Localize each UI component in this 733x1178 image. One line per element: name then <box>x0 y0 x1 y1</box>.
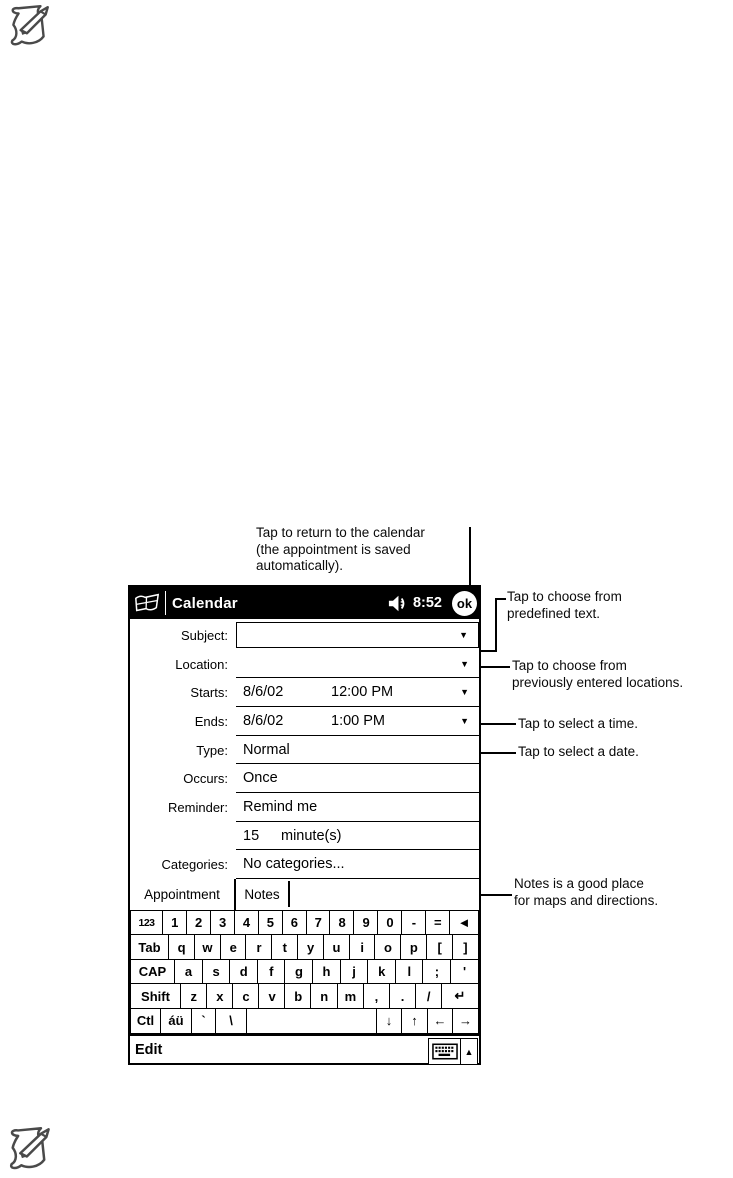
callout-notes-tip: Notes is a good place for maps and directions. <box>514 876 659 908</box>
field-row-starts <box>130 678 479 707</box>
up-triangle-icon: ▲ <box>464 1046 474 1057</box>
tab-bar <box>130 879 479 910</box>
field-value-starts[interactable] <box>236 678 479 707</box>
key-tab[interactable]: Tab <box>130 934 170 960</box>
note-pencil-icon <box>4 1122 54 1178</box>
key-[[interactable]: [ <box>426 934 453 960</box>
key-0[interactable]: 0 <box>377 910 402 936</box>
field-time-ends[interactable]: 1:00 PM <box>331 712 385 729</box>
tab-notes[interactable]: Notes <box>244 887 280 902</box>
key-1[interactable]: 1 <box>162 910 187 936</box>
field-text-occurs[interactable]: Once <box>243 770 278 787</box>
dropdown-arrow-ends[interactable]: ▼ <box>460 715 469 726</box>
title-bar <box>130 587 479 619</box>
field-value-ends[interactable] <box>236 707 479 736</box>
dropdown-arrow-location[interactable]: ▼ <box>460 658 469 669</box>
key-backspace[interactable]: ◄ <box>449 910 479 936</box>
key-f[interactable]: f <box>257 959 286 985</box>
key-u[interactable]: u <box>323 934 350 960</box>
key-enter[interactable]: ↵ <box>441 983 479 1009</box>
key-123[interactable]: 123 <box>130 910 164 936</box>
key-b[interactable]: b <box>284 983 312 1009</box>
dropdown-arrow-subject[interactable]: ▼ <box>459 630 468 641</box>
field-row-location <box>130 650 479 679</box>
key-c[interactable]: c <box>232 983 260 1009</box>
note-pencil-icon <box>4 2 54 52</box>
key-o[interactable]: o <box>374 934 401 960</box>
key-k[interactable]: k <box>367 959 396 985</box>
keyboard-row-1 <box>131 910 479 936</box>
key-,[interactable]: , <box>363 983 391 1009</box>
field-value1-reminder-amount[interactable]: 15 <box>243 827 260 844</box>
key-;[interactable]: ; <box>422 959 451 985</box>
field-row-ends <box>130 707 479 736</box>
key-y[interactable]: y <box>297 934 324 960</box>
key-7[interactable]: 7 <box>306 910 331 936</box>
input-panel-button[interactable] <box>428 1038 461 1065</box>
field-label-categories: Categories: <box>161 857 228 873</box>
menu-bar <box>130 1034 479 1063</box>
key-][interactable]: ] <box>452 934 479 960</box>
key-t[interactable]: t <box>271 934 298 960</box>
key-space[interactable] <box>246 1008 378 1034</box>
key-9[interactable]: 9 <box>353 910 378 936</box>
keyboard-row-4 <box>131 983 479 1009</box>
callout-return-to-calendar: Tap to return to the calendar (the appointment is saved automatically). <box>256 525 425 573</box>
appointment-form <box>130 619 479 879</box>
key-l[interactable]: l <box>395 959 424 985</box>
key-m[interactable]: m <box>337 983 365 1009</box>
key-4[interactable]: 4 <box>234 910 259 936</box>
key-backtick[interactable]: ` <box>191 1008 217 1034</box>
field-label-occurs: Occurs: <box>183 771 228 787</box>
field-label-starts: Starts: <box>190 685 228 701</box>
field-date-ends[interactable]: 8/6/02 <box>243 712 284 729</box>
field-value-type[interactable] <box>236 736 479 765</box>
dropdown-arrow-starts[interactable]: ▼ <box>460 687 469 698</box>
key-ctl[interactable]: Ctl <box>130 1008 162 1034</box>
field-value-reminder[interactable] <box>236 793 479 822</box>
speaker-icon[interactable] <box>388 595 408 612</box>
key-.[interactable]: . <box>389 983 417 1009</box>
field-label-ends: Ends: <box>194 713 228 729</box>
key-backslash[interactable]: \ <box>215 1008 247 1034</box>
keyboard-row-5 <box>131 1008 479 1034</box>
field-row-reminder <box>130 793 479 822</box>
field-label-subject: Subject: <box>181 627 228 643</box>
callout-line-subject-v <box>495 598 497 652</box>
callout-line-subject-h2 <box>495 598 506 600</box>
callout-predefined-text: Tap to choose from predefined text. <box>507 589 622 621</box>
field-value2-reminder-amount[interactable]: minute(s) <box>281 827 342 844</box>
field-value-location[interactable] <box>236 650 479 679</box>
field-label-type: Type: <box>196 742 228 758</box>
windows-flag-icon[interactable] <box>133 591 161 615</box>
field-text-type[interactable]: Normal <box>243 741 290 758</box>
titlebar-separator <box>165 591 166 615</box>
key-3[interactable]: 3 <box>210 910 235 936</box>
key-r[interactable]: r <box>245 934 272 960</box>
key-q[interactable]: q <box>168 934 195 960</box>
key-'[interactable]: ' <box>450 959 479 985</box>
field-row-subject <box>130 621 479 650</box>
keyboard-row-2 <box>131 934 479 960</box>
key-shift[interactable]: Shift <box>130 983 182 1009</box>
key-cap[interactable]: CAP <box>130 959 176 985</box>
key-w[interactable]: w <box>194 934 221 960</box>
field-value-reminder-amount[interactable] <box>236 822 479 851</box>
key-a[interactable]: a <box>174 959 203 985</box>
key-x[interactable]: x <box>206 983 234 1009</box>
tab-appointment[interactable]: Appointment <box>144 887 220 902</box>
key-accents[interactable]: áü <box>160 1008 192 1034</box>
key-down[interactable]: ↓ <box>376 1008 403 1034</box>
key-left[interactable]: ← <box>427 1008 454 1034</box>
field-row-reminder-amount <box>130 822 479 851</box>
key-p[interactable]: p <box>400 934 427 960</box>
field-label-reminder: Reminder: <box>168 799 228 815</box>
key-6[interactable]: 6 <box>282 910 307 936</box>
keyboard-icon <box>432 1043 458 1060</box>
input-panel-up-button[interactable] <box>461 1038 478 1065</box>
callout-previous-locations: Tap to choose from previously entered locations. <box>512 658 684 690</box>
key-h[interactable]: h <box>312 959 341 985</box>
key-d[interactable]: d <box>229 959 258 985</box>
onscreen-keyboard <box>130 910 479 1034</box>
field-text-reminder[interactable]: Remind me <box>243 798 318 815</box>
field-row-type <box>130 736 479 765</box>
field-text-categories[interactable]: No categories... <box>243 856 345 873</box>
key-g[interactable]: g <box>284 959 313 985</box>
field-time-starts[interactable]: 12:00 PM <box>331 684 394 701</box>
key-8[interactable]: 8 <box>329 910 354 936</box>
app-title: Calendar <box>172 594 238 612</box>
key-e[interactable]: e <box>220 934 247 960</box>
key-n[interactable]: n <box>310 983 338 1009</box>
pocketpc-screen <box>128 585 481 1065</box>
keyboard-row-3 <box>131 959 479 985</box>
key-j[interactable]: j <box>340 959 369 985</box>
callout-line-ok <box>469 527 471 587</box>
clock[interactable]: 8:52 <box>412 595 442 611</box>
field-value-subject[interactable] <box>236 622 479 648</box>
field-date-starts[interactable]: 8/6/02 <box>243 684 284 701</box>
callout-select-time: Tap to select a time. <box>518 716 639 731</box>
key-2[interactable]: 2 <box>186 910 211 936</box>
edit-menu[interactable]: Edit <box>135 1041 163 1058</box>
key-=[interactable]: = <box>425 910 450 936</box>
key--[interactable]: - <box>401 910 426 936</box>
callout-select-date: Tap to select a date. <box>518 744 639 759</box>
field-value-occurs[interactable] <box>236 764 479 793</box>
key-i[interactable]: i <box>349 934 376 960</box>
key-z[interactable]: z <box>180 983 208 1009</box>
tab-divider <box>288 881 290 907</box>
key-5[interactable]: 5 <box>258 910 283 936</box>
field-row-occurs <box>130 764 479 793</box>
key-v[interactable]: v <box>258 983 286 1009</box>
ok-button[interactable]: ok <box>452 591 477 616</box>
key-/[interactable]: / <box>415 983 443 1009</box>
field-value-categories[interactable] <box>236 850 479 879</box>
field-row-categories <box>130 850 479 879</box>
key-right[interactable]: → <box>452 1008 479 1034</box>
key-up[interactable]: ↑ <box>401 1008 428 1034</box>
key-s[interactable]: s <box>202 959 231 985</box>
field-label-location: Location: <box>175 656 228 672</box>
